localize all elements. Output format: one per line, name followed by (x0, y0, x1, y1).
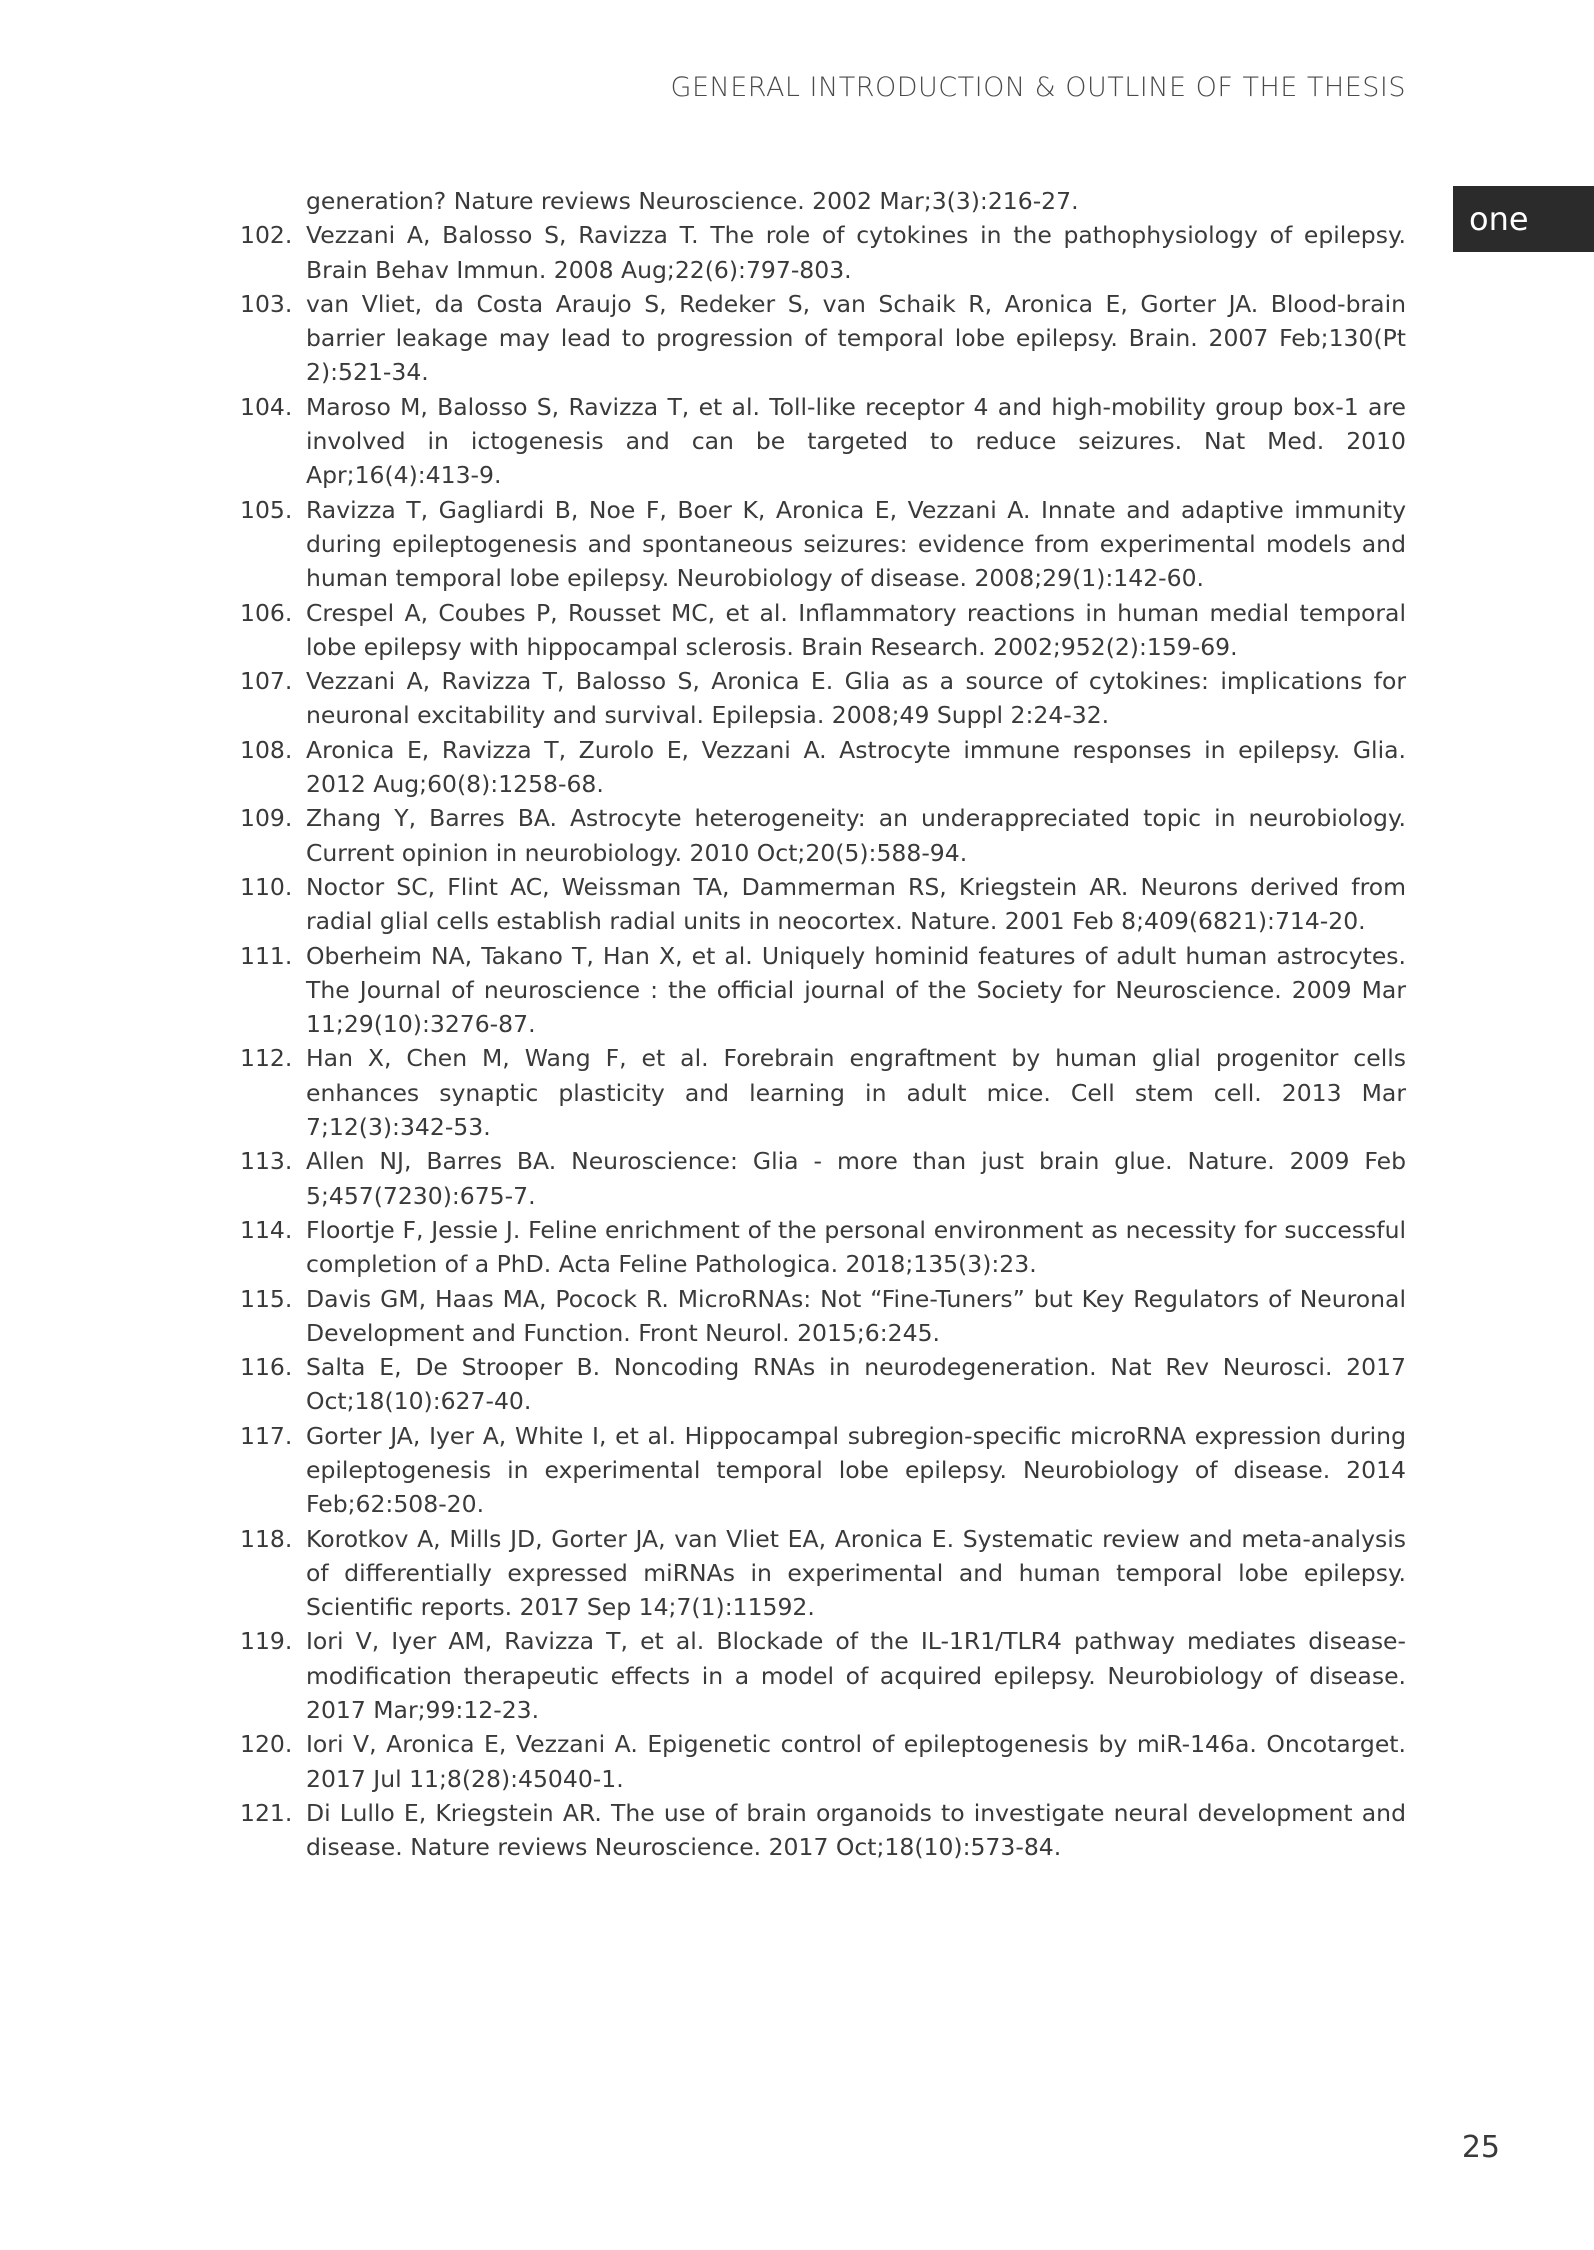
reference-text: Di Lullo E, Kriegstein AR. The use of brain organoids to investigate neural development and disease. Nature reviews Neuroscience. 2017 Oct;18(10):573-84. (306, 1798, 1406, 1862)
reference-item (240, 870, 1406, 939)
reference-item (240, 1282, 1406, 1351)
chapter-tab: one (1453, 186, 1594, 252)
reference-number: 115. (240, 1284, 293, 1313)
reference-text: Oberheim NA, Takano T, Han X, et al. Uniquely hominid features of adult human astrocytes. The Journal of neuroscience : the official journal of the Society for Neuroscience. 2009 Mar 11;29(10):3276-87. (306, 941, 1406, 1039)
reference-number: 119. (240, 1627, 293, 1656)
reference-text: Maroso M, Balosso S, Ravizza T, et al. Toll-like receptor 4 and high-mobility group box-1 are involved in ictogenesis and can be targeted to reduce seizures. Nat Med. 2010 Apr;16(4):413-9. (306, 392, 1406, 490)
reference-item (240, 664, 1406, 733)
reference-item (240, 287, 1406, 390)
reference-number: 102. (240, 221, 293, 250)
reference-item (240, 939, 1406, 1042)
reference-item (240, 1350, 1406, 1419)
reference-text: Crespel A, Coubes P, Rousset MC, et al. Inflammatory reactions in human medial temporal lobe epilepsy with hippocampal sclerosis. Brain Research. 2002;952(2):159-69. (306, 598, 1406, 661)
reference-text: Korotkov A, Mills JD, Gorter JA, van Vliet EA, Aronica E. Systematic review and meta-analysis of differentially expressed miRNAs in experimental and human temporal lobe epilepsy. Scientific reports. 2017 Sep 14;7(1):11592. (306, 1524, 1406, 1622)
reference-text: Zhang Y, Barres BA. Astrocyte heterogeneity: an underappreciated topic in neurobiology. Current opinion in neurobiology. 2010 Oct;20(5):588-94. (306, 804, 1406, 867)
reference-item (240, 733, 1406, 802)
reference-number: 120. (240, 1730, 293, 1759)
reference-number: 112. (240, 1044, 293, 1073)
reference-text: Vezzani A, Balosso S, Ravizza T. The role of cytokines in the pathophysiology of epilepsy. Brain Behav Immun. 2008 Aug;22(6):797-803. (306, 221, 1406, 284)
reference-list (240, 184, 1406, 1865)
page-number: 25 (1461, 2130, 1500, 2165)
reference-number: 110. (240, 872, 293, 901)
reference-number: 108. (240, 735, 293, 764)
reference-text: Vezzani A, Ravizza T, Balosso S, Aronica E. Glia as a source of cytokines: implications for neuronal excitability and survival. Epilepsia. 2008;49 Suppl 2:24-32. (306, 667, 1406, 730)
reference-number: 105. (240, 495, 293, 524)
reference-number: 113. (240, 1147, 293, 1176)
reference-text: Salta E, De Strooper B. Noncoding RNAs in neurodegeneration. Nat Rev Neurosci. 2017 Oct;18(10):627-40. (306, 1353, 1406, 1416)
reference-number: 103. (240, 289, 293, 318)
reference-number: 109. (240, 804, 293, 833)
reference-text: Iori V, Iyer AM, Ravizza T, et al. Blockade of the IL-1R1/TLR4 pathway mediates disease-modification therapeutic effects in a model of acquired epilepsy. Neurobiology of disease. 2017 Mar;99:12-23. (306, 1627, 1406, 1725)
reference-text: Gorter JA, Iyer A, White I, et al. Hippocampal subregion-specific microRNA expression during epileptogenesis in experimental temporal lobe epilepsy. Neurobiology of disease. 2014 Feb;62:508-20. (306, 1421, 1406, 1519)
running-head-title: GENERAL INTRODUCTION & OUTLINE OF THE THESIS (670, 72, 1406, 103)
reference-text: Floortje F, Jessie J. Feline enrichment of the personal environment as necessity for successful completion of a PhD. Acta Feline Pathologica. 2018;135(3):23. (306, 1215, 1406, 1279)
reference-number: 118. (240, 1524, 293, 1553)
reference-number: 111. (240, 941, 293, 970)
reference-number: 114. (240, 1215, 293, 1244)
reference-number: 107. (240, 667, 293, 696)
reference-item (240, 1624, 1406, 1727)
reference-item (240, 596, 1406, 665)
reference-item (240, 1522, 1406, 1625)
reference-number: 106. (240, 598, 293, 627)
reference-text: Allen NJ, Barres BA. Neuroscience: Glia - more than just brain glue. Nature. 2009 Feb 5;457(7230):675-7. (306, 1147, 1406, 1210)
reference-text: Noctor SC, Flint AC, Weissman TA, Dammerman RS, Kriegstein AR. Neurons derived from radial glial cells establish radial units in neocortex. Nature. 2001 Feb 8;409(6821):714-20. (306, 872, 1406, 936)
reference-item (240, 184, 1406, 218)
reference-number: 117. (240, 1421, 293, 1450)
reference-item (240, 1144, 1406, 1213)
reference-item (240, 390, 1406, 493)
reference-text: van Vliet, da Costa Araujo S, Redeker S, van Schaik R, Aronica E, Gorter JA. Blood-brain barrier leakage may lead to progression of temporal lobe epilepsy. Brain. 2007 Feb;130(Pt 2):521-34. (306, 289, 1406, 387)
reference-text: Iori V, Aronica E, Vezzani A. Epigenetic control of epileptogenesis by miR-146a. Oncotarget. 2017 Jul 11;8(28):45040-1. (306, 1730, 1406, 1793)
reference-number: 104. (240, 392, 293, 421)
reference-text: Aronica E, Ravizza T, Zurolo E, Vezzani A. Astrocyte immune responses in epilepsy. Glia. 2012 Aug;60(8):1258-68. (306, 735, 1406, 799)
reference-text: Han X, Chen M, Wang F, et al. Forebrain engraftment by human glial progenitor cells enhances synaptic plasticity and learning in adult mice. Cell stem cell. 2013 Mar 7;12(3):342-53. (306, 1044, 1406, 1142)
reference-text: Ravizza T, Gagliardi B, Noe F, Boer K, Aronica E, Vezzani A. Innate and adaptive immunity during epileptogenesis and spontaneous seizures: evidence from experimental models and human temporal lobe epilepsy. Neurobiology of disease. 2008;29(1):142-60. (306, 495, 1406, 593)
reference-item (240, 1796, 1406, 1865)
reference-item (240, 1213, 1406, 1282)
reference-text: generation? Nature reviews Neuroscience. 2002 Mar;3(3):216-27. (306, 187, 1079, 215)
reference-number: 116. (240, 1353, 293, 1382)
reference-item (240, 1041, 1406, 1144)
reference-item (240, 493, 1406, 596)
reference-item (240, 1419, 1406, 1522)
reference-item (240, 1727, 1406, 1796)
reference-item (240, 218, 1406, 287)
reference-text: Davis GM, Haas MA, Pocock R. MicroRNAs: Not “Fine-Tuners” but Key Regulators of Neuronal Development and Function. Front Neurol. 2015;6:245. (306, 1284, 1406, 1347)
reference-number: 121. (240, 1798, 293, 1827)
reference-item (240, 801, 1406, 870)
